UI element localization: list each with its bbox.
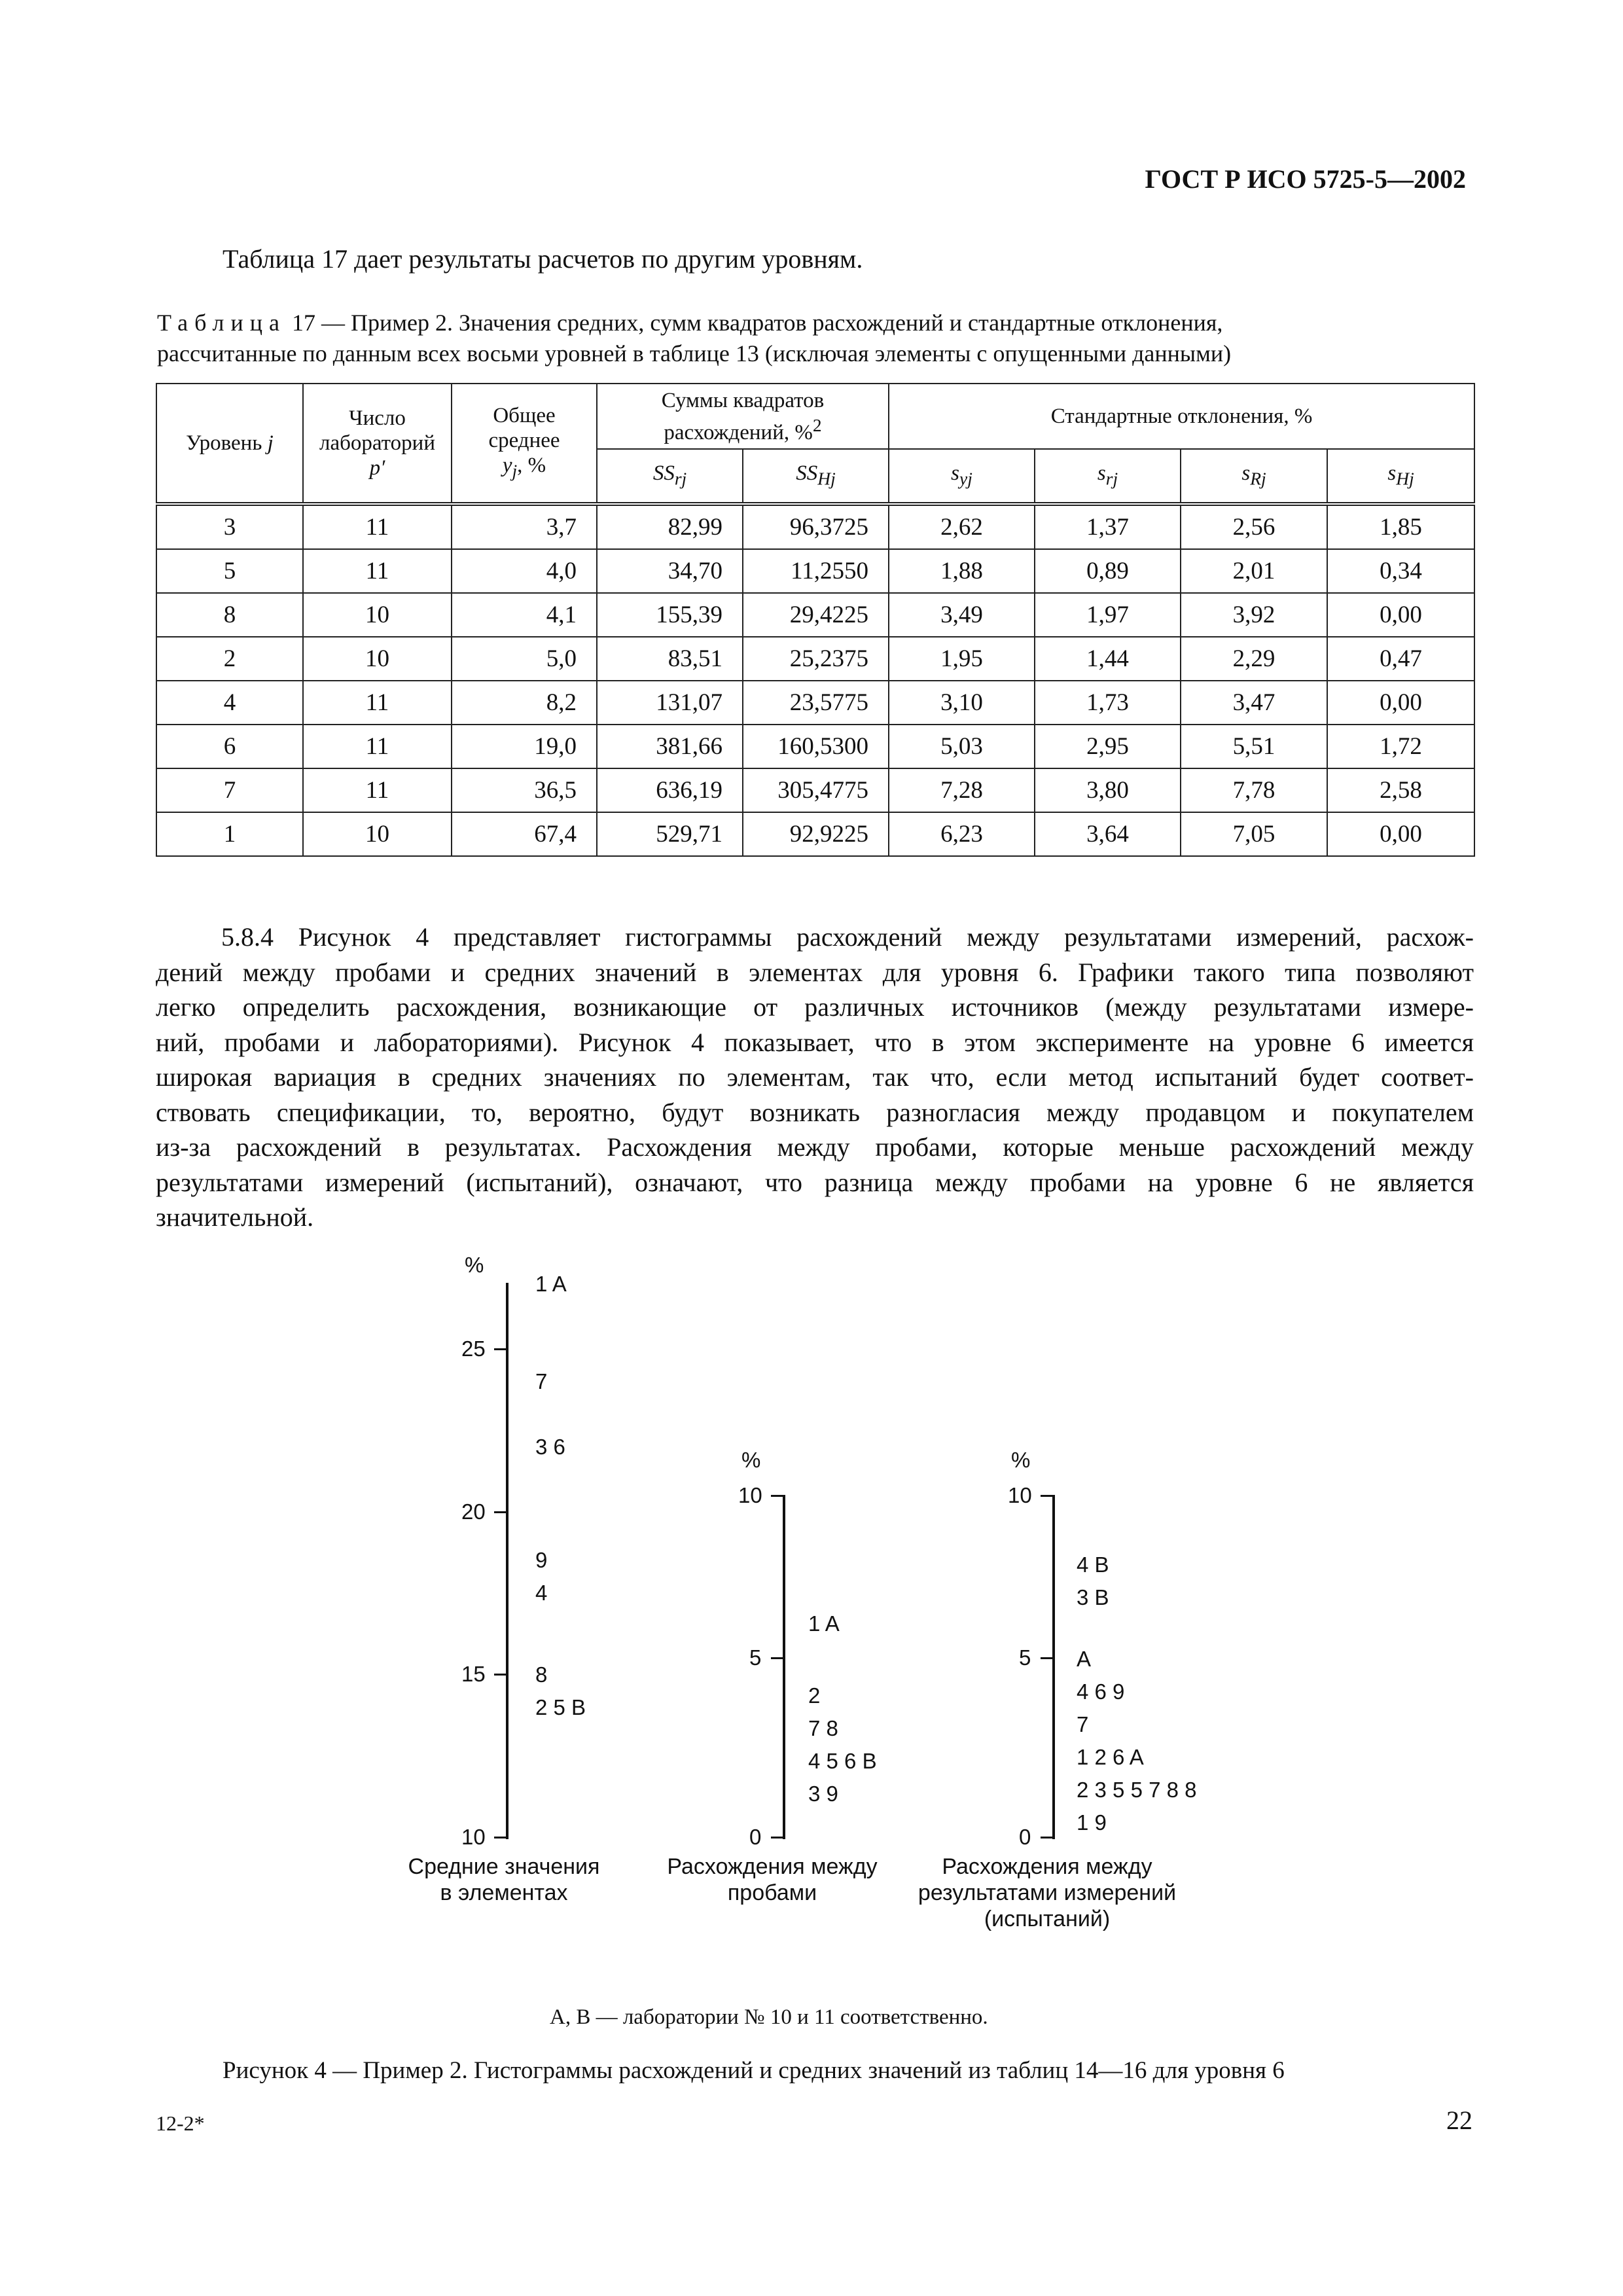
header-level: Уровень j: [156, 384, 303, 504]
chart3-stem: 4 6 9: [1077, 1679, 1125, 1704]
table-cell: 3,10: [889, 681, 1035, 725]
table-cell: 7: [156, 768, 303, 812]
table-cell: 0,00: [1327, 681, 1474, 725]
table-body: [156, 504, 1474, 856]
table-cell: 3: [156, 504, 303, 549]
table-cell: 34,70: [597, 549, 743, 593]
chart1-stem: 3 6: [535, 1435, 565, 1459]
paragraph-line: ний, пробами и лабораториями). Рисунок 4 показывает, что в этом эксперименте на уровне 6 имеется: [156, 1027, 1474, 1057]
chart3-stem: 3 B: [1077, 1585, 1109, 1609]
chart1-tick: [494, 1348, 507, 1350]
chart2-stem: 4 5 6 B: [808, 1749, 877, 1773]
table-cell: 10: [303, 637, 452, 681]
table-cell: 636,19: [597, 768, 743, 812]
table-cell: 82,99: [597, 504, 743, 549]
chart2-stem: 7 8: [808, 1716, 838, 1740]
table-cell: 529,71: [597, 812, 743, 856]
chart3-stem: 2 3 5 5 7 8 8: [1077, 1778, 1197, 1802]
table-cell: 5,51: [1181, 725, 1327, 768]
table-cell: 67,4: [452, 812, 597, 856]
table-cell: 4,1: [452, 593, 597, 637]
table-cell: 3,80: [1035, 768, 1181, 812]
chart2-tick: [771, 1837, 784, 1839]
chart1-tick-label: 25: [461, 1336, 486, 1361]
table-cell: 2,56: [1181, 504, 1327, 549]
chart2-tick: [771, 1657, 784, 1659]
table-cell: 0,00: [1327, 593, 1474, 637]
chart3-stem: 1 2 6 A: [1077, 1745, 1144, 1769]
chart3-axis: [1052, 1495, 1055, 1839]
chart3-tick-label: 5: [1019, 1645, 1031, 1670]
section-5-8-4-paragraph: [156, 920, 1474, 1235]
chart2-tick: [771, 1495, 784, 1497]
table-cell: 11: [303, 768, 452, 812]
chart2-stem: 2: [808, 1683, 821, 1708]
table-row: [156, 725, 1474, 768]
table-cell: 5: [156, 549, 303, 593]
table-caption-rest: 17 — Пример 2. Значения средних, сумм квадратов расхождений и стандартные отклонения,: [291, 310, 1223, 336]
table-cell: 19,0: [452, 725, 597, 768]
chart1-tick: [494, 1511, 507, 1513]
chart1-label: Средние значения в элементах: [408, 1854, 600, 1905]
table-cell: 0,34: [1327, 549, 1474, 593]
table-cell: 1,73: [1035, 681, 1181, 725]
table-cell: 10: [303, 593, 452, 637]
table-cell: 1,72: [1327, 725, 1474, 768]
table-row: [156, 768, 1474, 812]
chart3-tick-label: 0: [1019, 1825, 1031, 1849]
chart1-unit: %: [465, 1253, 484, 1277]
chart3-tick: [1041, 1657, 1054, 1659]
table-cell: 7,78: [1181, 768, 1327, 812]
table-cell: 2,95: [1035, 725, 1181, 768]
intro-sentence: Таблица 17 дает результаты расчетов по другим уровням.: [223, 244, 863, 274]
table-cell: 10: [303, 812, 452, 856]
paragraph-line: легко определить расхождения, возникающие от различных источников (между результатами измере-: [156, 992, 1474, 1022]
table-caption: [157, 308, 1472, 369]
table-cell: 11: [303, 681, 452, 725]
table-cell: 8: [156, 593, 303, 637]
header-s-y: $s_{yj}$: [889, 449, 1035, 504]
chart3-tick-label: 10: [1008, 1483, 1032, 1507]
chart2-tick-label: 0: [749, 1825, 762, 1849]
chart1-tick-label: 20: [461, 1499, 486, 1524]
table-cell: 11: [303, 504, 452, 549]
chart1-tick-label: 15: [461, 1662, 486, 1686]
chart3-stem: 4 B: [1077, 1552, 1109, 1577]
paragraph-line: значительной.: [156, 1202, 314, 1232]
chart2-tick-label: 10: [738, 1483, 762, 1507]
table-cell: 5,0: [452, 637, 597, 681]
paragraph-line: 5.8.4 Рисунок 4 представляет гистограммы расхождений между результатами измерений, расхож-: [221, 922, 1474, 952]
chart2-stem: 1 A: [808, 1611, 840, 1636]
table-cell: 3,47: [1181, 681, 1327, 725]
figure-legend-note: A, B — лаборатории № 10 и 11 соответственно.: [550, 2005, 988, 2029]
table-cell: 131,07: [597, 681, 743, 725]
paragraph-line: дений между пробами и средних значений в элементах для уровня 6. Графики такого типа позволяют: [156, 957, 1474, 987]
header-s-r: $s_{rj}$: [1035, 449, 1181, 504]
paragraph-line: ствовать спецификации, то, вероятно, будут возникать разногласия между продавцом и покупателем: [156, 1097, 1474, 1127]
chart1-tick-label: 10: [461, 1825, 486, 1849]
table-cell: 1,95: [889, 637, 1035, 681]
table-row: [156, 504, 1474, 549]
chart1-axis: [506, 1283, 508, 1839]
table-cell: 3,49: [889, 593, 1035, 637]
header-ss-r: $SS_{rj}$: [597, 449, 743, 504]
chart3-tick: [1041, 1837, 1054, 1839]
chart2-label: Расхождения между пробами: [667, 1854, 878, 1905]
chart1-tick: [494, 1674, 507, 1676]
table-cell: 11,2550: [743, 549, 889, 593]
table-cell: 36,5: [452, 768, 597, 812]
table-cell: 381,66: [597, 725, 743, 768]
header-mean: Общее среднее $y_j$, %: [452, 384, 597, 504]
table-cell: 7,05: [1181, 812, 1327, 856]
table-cell: 160,5300: [743, 725, 889, 768]
table-caption-label: Таблица: [157, 310, 286, 336]
table-cell: 92,9225: [743, 812, 889, 856]
chart1-tick: [494, 1837, 507, 1839]
chart2-tick-label: 5: [749, 1645, 762, 1670]
header-ss-h: $SS_{Hj}$: [743, 449, 889, 504]
table-cell: 83,51: [597, 637, 743, 681]
table-cell: 1,97: [1035, 593, 1181, 637]
table-cell: 6: [156, 725, 303, 768]
document-header: ГОСТ Р ИСО 5725-5—2002: [1145, 164, 1466, 194]
table-cell: 2: [156, 637, 303, 681]
table-cell: 155,39: [597, 593, 743, 637]
chart1-stem: 8: [535, 1662, 548, 1687]
figure-caption: Рисунок 4 — Пример 2. Гистограммы расхождений и средних значений из таблиц 14—16 для уровня 6: [223, 2057, 1285, 2084]
chart3-tick: [1041, 1495, 1054, 1497]
table-cell: 23,5775: [743, 681, 889, 725]
chart3-unit: %: [1011, 1448, 1031, 1472]
table-cell: 11: [303, 549, 452, 593]
table-cell: 8,2: [452, 681, 597, 725]
table-cell: 3,7: [452, 504, 597, 549]
table-cell: 2,01: [1181, 549, 1327, 593]
paragraph-line: из-за расхождений в результатах. Расхождения между пробами, которые меньше расхождений между: [156, 1132, 1474, 1162]
table-cell: 305,4775: [743, 768, 889, 812]
header-ss-group: Суммы квадратов расхождений, %$^2$: [597, 384, 889, 449]
chart3-label: Расхождения между результатами измерений (испытаний): [918, 1854, 1177, 1931]
table-cell: 3,92: [1181, 593, 1327, 637]
table-cell: 7,28: [889, 768, 1035, 812]
page-number: 22: [1446, 2106, 1472, 2135]
table-cell: 2,62: [889, 504, 1035, 549]
table-caption-line-1: [157, 308, 1472, 338]
header-sd-group: Стандартные отклонения, %: [889, 384, 1474, 449]
table-cell: 1,44: [1035, 637, 1181, 681]
table-cell: 0,00: [1327, 812, 1474, 856]
chart3-stem: 1 9: [1077, 1810, 1107, 1835]
table-cell: 11: [303, 725, 452, 768]
table-row: [156, 549, 1474, 593]
paragraph-line: широкая вариация в средних значениях по элементам, так что, если метод испытаний будет соответ-: [156, 1062, 1474, 1092]
table-cell: 1: [156, 812, 303, 856]
table-cell: 0,89: [1035, 549, 1181, 593]
chart1-stem: 1 A: [535, 1272, 567, 1296]
results-table: [156, 383, 1475, 857]
chart1-stem: 9: [535, 1548, 548, 1572]
table-cell: 1,37: [1035, 504, 1181, 549]
header-s-R: $s_{Rj}$: [1181, 449, 1327, 504]
table-cell: 4,0: [452, 549, 597, 593]
chart3-stem: 7: [1077, 1712, 1089, 1736]
table-cell: 2,29: [1181, 637, 1327, 681]
table-row: [156, 593, 1474, 637]
header-s-H: $s_{Hj}$: [1327, 449, 1474, 504]
header-labs: Число лабораторий p′: [303, 384, 452, 504]
table-cell: 3,64: [1035, 812, 1181, 856]
footer-sheet-mark: 12-2*: [156, 2111, 205, 2135]
chart3-stem: A: [1077, 1647, 1092, 1671]
table-row: [156, 637, 1474, 681]
table-cell: 6,23: [889, 812, 1035, 856]
table-cell: 1,85: [1327, 504, 1474, 549]
table-cell: 29,4225: [743, 593, 889, 637]
table-caption-line-2: рассчитанные по данным всех восьми уровней в таблице 13 (исключая элементы с опущенными данными): [157, 340, 1232, 367]
table-cell: 4: [156, 681, 303, 725]
table-cell: 25,2375: [743, 637, 889, 681]
table-cell: 96,3725: [743, 504, 889, 549]
table-row: [156, 681, 1474, 725]
chart2-axis: [783, 1495, 785, 1839]
chart1-stem: 4: [535, 1581, 548, 1605]
table-row: [156, 812, 1474, 856]
chart1-stem: 7: [535, 1369, 548, 1393]
chart2-unit: %: [741, 1448, 761, 1472]
paragraph-line: результатами измерений (испытаний), означают, что разница между пробами на уровне 6 не является: [156, 1167, 1474, 1197]
chart1-stem: 2 5 B: [535, 1695, 586, 1719]
table-cell: 5,03: [889, 725, 1035, 768]
table-cell: 2,58: [1327, 768, 1474, 812]
table-cell: 0,47: [1327, 637, 1474, 681]
chart2-stem: 3 9: [808, 1782, 838, 1806]
table-cell: 1,88: [889, 549, 1035, 593]
